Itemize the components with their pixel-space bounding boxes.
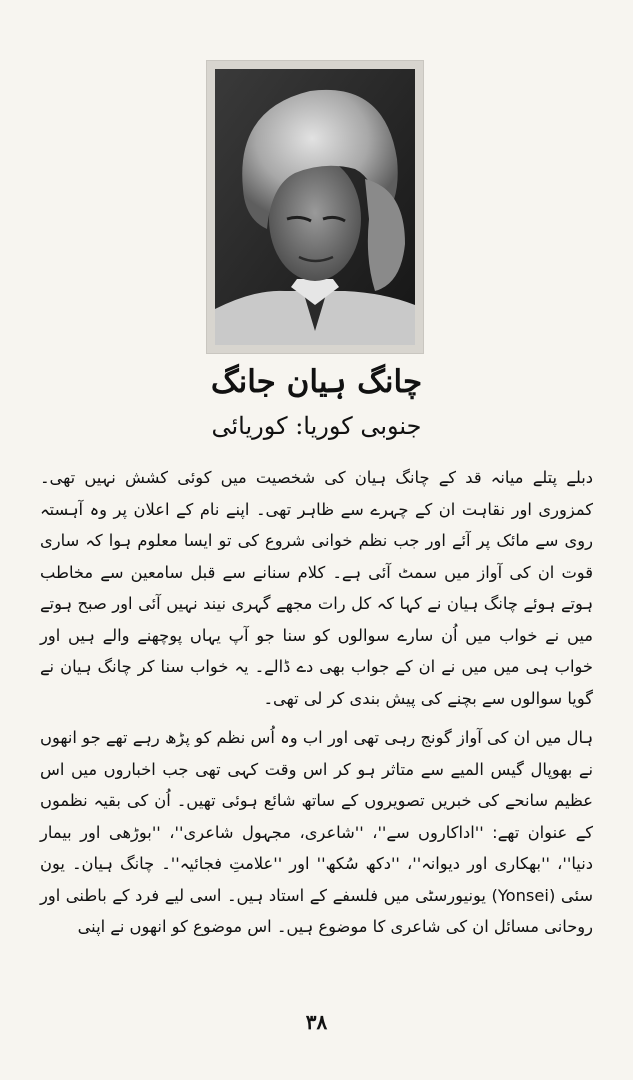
portrait-photo [206, 60, 424, 354]
portrait-image [215, 69, 415, 345]
country-language-subheading: جنوبی کوریا: کوریائی [211, 412, 422, 440]
paragraph: دبلے پتلے میانہ قد کے چانگ ہیان کی شخصیت میں کوئی کشش نہیں تھی۔ کمزوری اور نقاہت ان کے چہرے سے ظاہر تھی۔ اپنے نام کے اعلان پر وہ آہستہ روی سے مائک پر آئے اور جب نظم خوانی شروع کی تو ایسا معلوم ہوا کہ ساری قوت ان کی آواز میں سمٹ آئی ہے۔ کلام سنانے سے قبل سامعین سے مخاطب ہوتے ہوئے چانگ ہیان نے کہا کہ کل رات مجھے گہری نیند نہیں آئی اور صبح ہوتے میں نے خواب میں اُن سارے سوالوں کو سنا جو آپ یہاں پوچھنے والے ہیں اور خواب ہی میں میں نے ان کے جواب بھی دے ڈالے۔ یہ خواب سنا کر چانگ ہیان نے گویا سوالوں سے بچنے کی پیش بندی کر لی تھی۔ [40, 468, 593, 708]
poet-name-heading: چانگ ہیان جانگ [210, 364, 423, 400]
page-number: ۳۸ [305, 1010, 328, 1034]
article-body [40, 462, 593, 943]
paragraph: ہال میں ان کی آواز گونج رہی تھی اور اب وہ اُس نظم کو پڑھ رہے تھے جو انھوں نے بھوپال گیس المیے سے متاثر ہو کر اس وقت کہی تھی جب اخباروں میں اس عظیم سانحے کی خبریں تصویروں کے ساتھ شائع ہوئی تھیں۔ اُن کی بقیہ نظموں کے عنوان تھے: ''اداکاروں سے''، ''شاعری، مجہول شاعری''، ''بوڑھی اور بیمار دنیا''، ''بھکاری اور دیوانہ''، ''دکھ سُکھ'' اور ''علامتِ فجائیہ''۔ چانگ ہیان۔ یون سئی (Yonsei) یونیورسٹی میں فلسفے کے استاد ہیں۔ اسی لیے فرد کے باطنی اور روحانی مسائل ان کی شاعری کا موضوع ہیں۔ اس موضوع کو انھوں نے اپنی [40, 728, 593, 936]
